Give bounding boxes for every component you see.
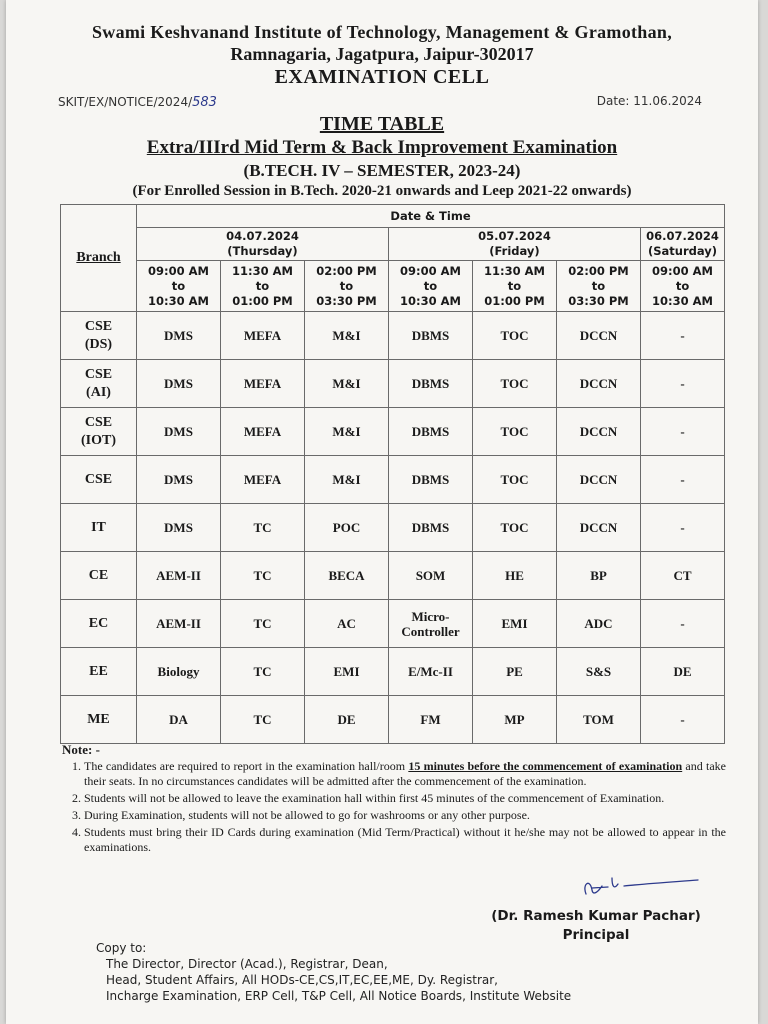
time-slot-to: to (255, 278, 270, 293)
note-item: 4. Students must bring their ID Cards during examination (Mid Term/Practical) without it he/she may not be allowed to appear in the examinations. (84, 825, 726, 855)
day-date: 06.07.2024 (646, 229, 719, 243)
time-slot-start: 09:00 AM (400, 263, 461, 278)
subject-cell: TOM (557, 696, 641, 744)
subject-cell: DCCN (557, 360, 641, 408)
subject-cell: DBMS (389, 312, 473, 360)
subject-cell: TOC (473, 312, 557, 360)
note-item (84, 759, 726, 789)
branch-name: EC (88, 615, 109, 631)
copy-to-line: Incharge Examination, ERP Cell, T&P Cell, All Notice Boards, Institute Website (106, 989, 572, 1003)
subject-cell: DCCN (557, 504, 641, 552)
branch-cell (61, 456, 137, 504)
subject-cell: - (641, 600, 725, 648)
day-name: (Saturday) (648, 244, 718, 258)
subject-cell: DCCN (557, 312, 641, 360)
note-item: 3. During Examination, students will not be allowed to go for washrooms or any other purpose. (84, 808, 726, 823)
branch-name: ME (87, 711, 110, 727)
date-time-header: Date & Time (137, 205, 725, 228)
subject-cell: TC (221, 648, 305, 696)
institute-name: Swami Keshvanand Institute of Technology, Management & Gramothan, (91, 22, 673, 42)
time-slot-header (473, 261, 557, 312)
subject-cell: AEM-II (137, 600, 221, 648)
subject-cell: TOC (473, 408, 557, 456)
branch-name: CSE (84, 366, 113, 382)
signatory-designation: Principal (562, 927, 630, 943)
branch-name: (AI) (86, 384, 111, 400)
day-date: 04.07.2024 (226, 229, 299, 243)
subject-cell: TC (221, 552, 305, 600)
subject-cell: TOC (473, 360, 557, 408)
subject-cell: E/Mc-II (389, 648, 473, 696)
table-row (61, 600, 725, 648)
notes-section (62, 742, 726, 857)
subject-cell: AC (305, 600, 389, 648)
copy-to-line: The Director, Director (Acad.), Registrar, Dean, (106, 957, 388, 971)
subject-cell: DBMS (389, 408, 473, 456)
copy-to-recipients (96, 956, 571, 1004)
notice-date: Date: 11.06.2024 (596, 94, 702, 108)
notes-title: Note: - (62, 742, 100, 757)
time-slot-start: 02:00 PM (568, 263, 629, 278)
subject-cell: DBMS (389, 456, 473, 504)
table-row (61, 552, 725, 600)
subject-cell: MEFA (221, 312, 305, 360)
subject-cell: TC (221, 600, 305, 648)
subject-cell: BECA (305, 552, 389, 600)
subject-cell: EMI (473, 600, 557, 648)
table-row (61, 648, 725, 696)
subject-cell: - (641, 504, 725, 552)
subject-cell: DBMS (389, 360, 473, 408)
time-slot-end: 10:30 AM (652, 293, 714, 308)
note-1-emphasis: 15 minutes before the commencement of examination (408, 759, 683, 773)
subject-cell: - (641, 312, 725, 360)
time-slot-start: 11:30 AM (232, 263, 293, 278)
exam-title-text: Extra/IIIrd Mid Term & Back Improvement Examination (146, 137, 618, 158)
time-slot-end: 01:00 PM (484, 293, 545, 308)
subject-cell: M&I (305, 456, 389, 504)
subject-cell: MP (473, 696, 557, 744)
document-title (6, 113, 758, 136)
time-slot-header (221, 261, 305, 312)
subject-cell: DMS (137, 456, 221, 504)
subject-cell: DBMS (389, 504, 473, 552)
signatory-name: (Dr. Ramesh Kumar Pachar) (491, 908, 701, 924)
time-slot-header (389, 261, 473, 312)
branch-cell (61, 312, 137, 360)
subject-cell: - (641, 456, 725, 504)
day-header (389, 228, 641, 261)
subject-cell: ADC (557, 600, 641, 648)
subject-cell: DE (641, 648, 725, 696)
subject-cell: DMS (137, 504, 221, 552)
notes-list (62, 759, 726, 855)
subject-cell: SOM (389, 552, 473, 600)
subject-cell: - (641, 408, 725, 456)
subject-cell: DCCN (557, 408, 641, 456)
examination-cell-title: EXAMINATION CELL (274, 66, 490, 88)
time-slot-start: 11:30 AM (484, 263, 545, 278)
subject-cell: TOC (473, 456, 557, 504)
subject-cell: MEFA (221, 456, 305, 504)
subject-cell: M&I (305, 408, 389, 456)
subject-cell: FM (389, 696, 473, 744)
branch-cell (61, 408, 137, 456)
principal-signature (572, 872, 702, 902)
subject-cell: BP (557, 552, 641, 600)
exam-title (6, 137, 758, 159)
subject-cell: DMS (137, 408, 221, 456)
branch-name: CSE (84, 318, 113, 334)
subject-cell: PE (473, 648, 557, 696)
notice-reference (58, 95, 217, 110)
branch-name: (IOT) (81, 432, 116, 448)
institute-address: Ramnagaria, Jagatpura, Jaipur-302017 (230, 44, 534, 64)
branch-cell (61, 648, 137, 696)
subject-cell: CT (641, 552, 725, 600)
branch-header: Branch (61, 205, 137, 312)
subject-cell: TOC (473, 504, 557, 552)
note-item: 2. Students will not be allowed to leave the examination hall within first 45 minutes of the commencement of Examination. (84, 791, 726, 806)
document-title-text: TIME TABLE (319, 113, 445, 135)
note-1-text-end: and take their seats. In no circumstances candidates will be admitted after the commencement of the examination. (84, 759, 726, 788)
time-slot-end: 10:30 AM (148, 293, 209, 308)
subject-cell: DMS (137, 312, 221, 360)
subject-cell: POC (305, 504, 389, 552)
time-slot-end: 03:30 PM (568, 293, 629, 308)
time-slot-end: 01:00 PM (232, 293, 293, 308)
copy-to-block (96, 940, 571, 1004)
time-slot-to: to (171, 278, 186, 293)
enrolment-line: (For Enrolled Session in B.Tech. 2020-21 onwards and Leep 2021-22 onwards) (132, 183, 632, 199)
time-slot-header (305, 261, 389, 312)
table-row (61, 408, 725, 456)
time-slot-start: 02:00 PM (316, 263, 377, 278)
subject-cell: HE (473, 552, 557, 600)
time-table (60, 204, 725, 744)
time-slot-start: 09:00 AM (148, 263, 209, 278)
subject-cell: M&I (305, 312, 389, 360)
day-header (641, 228, 725, 261)
reference-prefix: SKIT/EX/NOTICE/2024/ (58, 95, 193, 109)
subject-cell: MEFA (221, 408, 305, 456)
time-slot-to: to (423, 278, 438, 293)
subject-cell: M&I (305, 360, 389, 408)
branch-name: CSE (84, 471, 113, 487)
branch-cell (61, 552, 137, 600)
copy-to-title: Copy to: (96, 941, 147, 955)
subject-cell: Micro- Controller (389, 600, 473, 648)
branch-name: EE (89, 663, 108, 679)
time-slot-start: 09:00 AM (652, 263, 714, 278)
day-date: 05.07.2024 (478, 229, 551, 243)
time-slot-to: to (675, 278, 690, 293)
branch-name: CSE (84, 414, 113, 430)
table-row (61, 312, 725, 360)
time-slot-to: to (507, 278, 522, 293)
branch-cell (61, 360, 137, 408)
subject-cell: TC (221, 696, 305, 744)
time-slot-to: to (339, 278, 354, 293)
subject-cell: DA (137, 696, 221, 744)
subject-cell: EMI (305, 648, 389, 696)
table-row (61, 696, 725, 744)
branch-name: IT (91, 519, 106, 535)
subject-cell: DE (305, 696, 389, 744)
semester-line: (B.TECH. IV – SEMESTER, 2023-24) (243, 161, 521, 180)
day-name: (Thursday) (227, 244, 298, 258)
branch-name: (DS) (84, 336, 113, 352)
day-name: (Friday) (489, 244, 540, 258)
subject-cell: DMS (137, 360, 221, 408)
time-slot-end: 03:30 PM (316, 293, 377, 308)
table-row (61, 456, 725, 504)
time-slot-header (137, 261, 221, 312)
subject-cell: DCCN (557, 456, 641, 504)
note-1-text: The candidates are required to report in the examination hall/room (84, 759, 409, 773)
subject-cell: - (641, 360, 725, 408)
subject-cell: TC (221, 504, 305, 552)
subject-cell: MEFA (221, 360, 305, 408)
branch-name: CE (88, 567, 109, 583)
day-header (137, 228, 389, 261)
time-slot-header (641, 261, 725, 312)
time-slot-end: 10:30 AM (400, 293, 461, 308)
time-slot-to: to (591, 278, 606, 293)
branch-cell (61, 696, 137, 744)
subject-cell: - (641, 696, 725, 744)
branch-cell (61, 504, 137, 552)
time-slot-header (557, 261, 641, 312)
copy-to-line: Head, Student Affairs, All HODs-CE,CS,IT,EC,EE,ME, Dy. Registrar, (106, 973, 498, 987)
table-row (61, 504, 725, 552)
subject-cell: S&S (557, 648, 641, 696)
notice-sheet (6, 0, 758, 1024)
branch-cell (61, 600, 137, 648)
subject-cell: Biology (137, 648, 221, 696)
reference-number: 583 (192, 95, 217, 110)
subject-cell: AEM-II (137, 552, 221, 600)
table-row (61, 360, 725, 408)
